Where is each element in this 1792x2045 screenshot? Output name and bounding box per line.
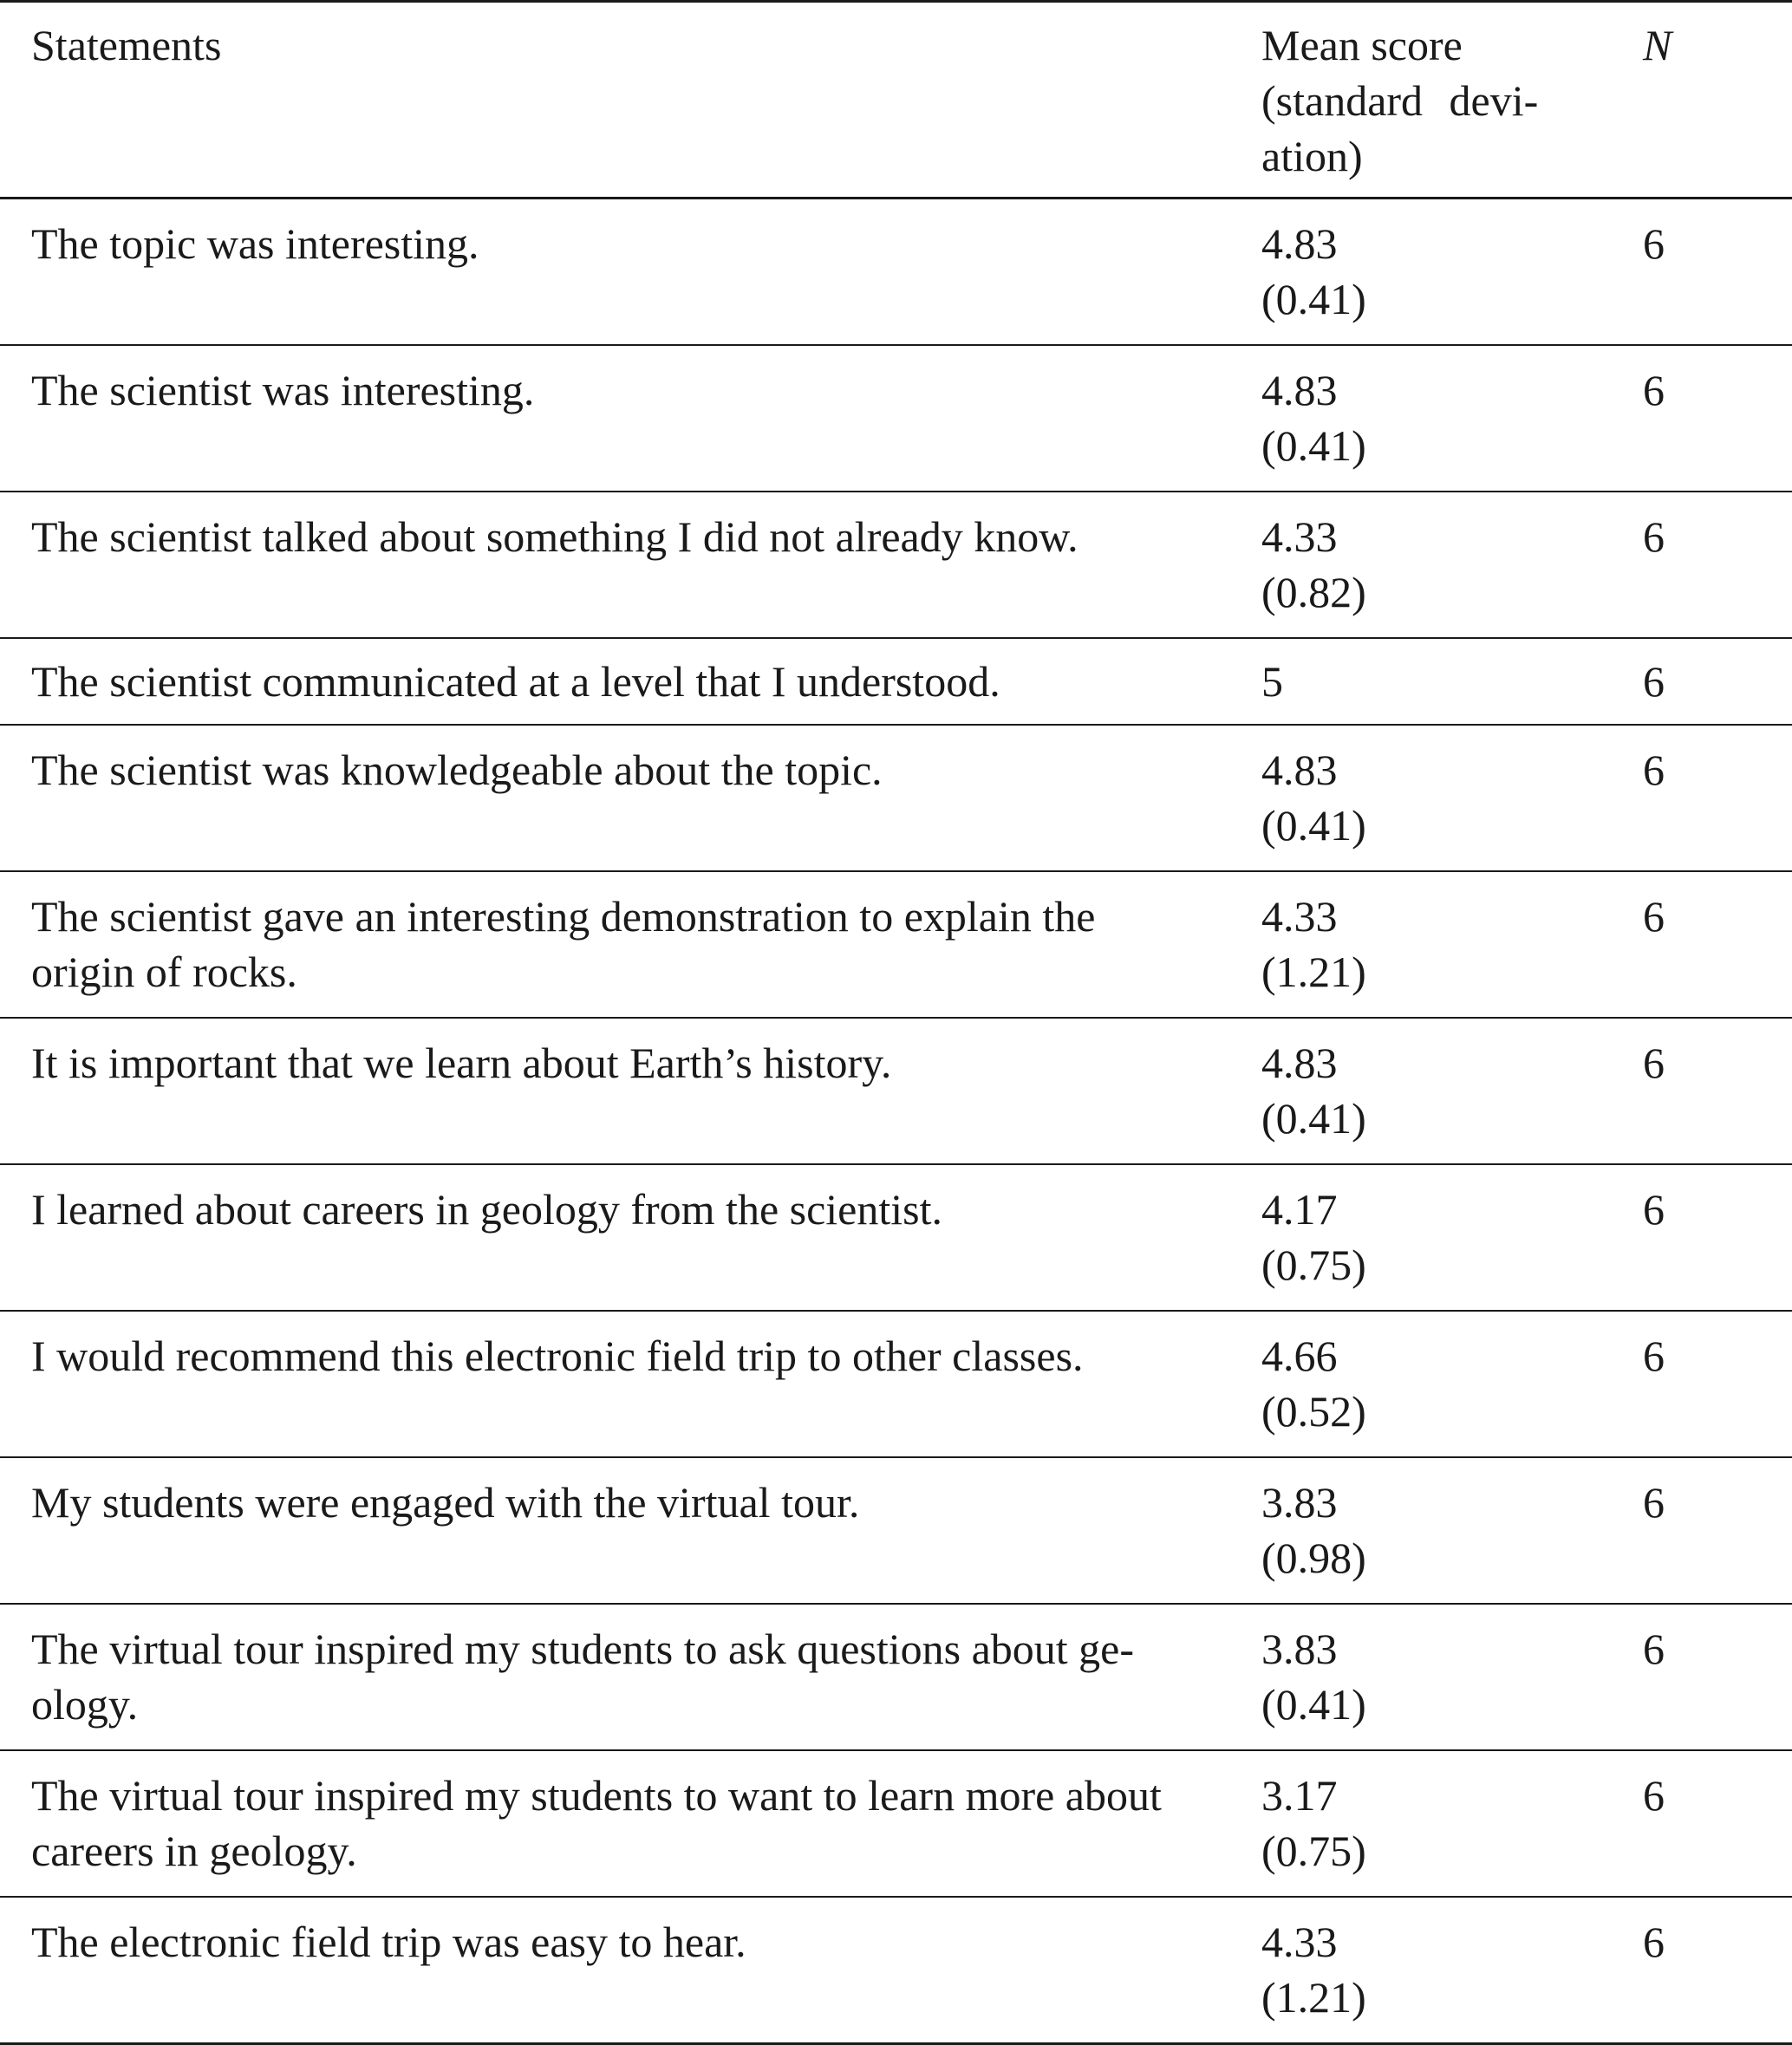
table-row	[0, 638, 1792, 725]
mean-value: 4.83	[1261, 1039, 1338, 1087]
table-row	[0, 1750, 1792, 1897]
mean-value: 4.83	[1261, 219, 1338, 268]
table-body	[0, 199, 1792, 2044]
n-cell: 6	[1643, 1039, 1665, 1087]
table-row	[0, 345, 1792, 492]
sd-value: (0.41)	[1261, 275, 1366, 323]
n-cell: 6	[1643, 366, 1665, 414]
mean-cell	[1236, 1457, 1606, 1604]
n-cell: 6	[1643, 1185, 1665, 1234]
sd-value: (0.75)	[1261, 1827, 1366, 1875]
table-row	[0, 1457, 1792, 1604]
mean-cell	[1236, 1164, 1606, 1311]
header-mean-line3: ation)	[1261, 132, 1363, 180]
sd-value: (0.41)	[1261, 1680, 1366, 1729]
mean-value: 3.83	[1261, 1478, 1338, 1527]
table-header	[0, 2, 1792, 199]
mean-value: 4.83	[1261, 366, 1338, 414]
table-row	[0, 871, 1792, 1018]
n-cell: 6	[1643, 892, 1665, 941]
header-n	[1606, 2, 1792, 199]
table-row	[0, 1604, 1792, 1750]
statement-cell: It is important that we learn about Earth’s history.	[31, 1039, 892, 1087]
mean-value: 4.17	[1261, 1185, 1338, 1234]
mean-value: 4.33	[1261, 1918, 1338, 1966]
mean-cell	[1236, 1604, 1606, 1750]
mean-cell	[1236, 638, 1606, 725]
sd-value: (0.52)	[1261, 1387, 1366, 1436]
mean-value: 4.66	[1261, 1332, 1338, 1380]
n-cell: 6	[1643, 657, 1665, 706]
statement-cell: The electronic field trip was easy to hear.	[31, 1918, 746, 1966]
header-statements	[0, 2, 1236, 199]
table-row	[0, 492, 1792, 638]
table-row	[0, 199, 1792, 346]
table-row	[0, 1018, 1792, 1164]
statement-cell: The scientist was knowledgeable about the topic.	[31, 746, 883, 794]
statement-cell: The virtual tour inspired my students to want to learn more about careers in geology.	[31, 1771, 1162, 1875]
n-cell: 6	[1643, 219, 1665, 268]
sd-value: (0.41)	[1261, 1094, 1366, 1143]
header-n-label: N	[1643, 21, 1672, 69]
statement-cell: I would recommend this electronic field trip to other classes.	[31, 1332, 1084, 1380]
table-row	[0, 1897, 1792, 2044]
table-row	[0, 725, 1792, 871]
header-mean-line1: Mean score	[1261, 21, 1463, 69]
statement-cell: My students were engaged with the virtual tour.	[31, 1478, 860, 1527]
header-mean-score	[1236, 2, 1606, 199]
mean-value: 4.83	[1261, 746, 1338, 794]
n-cell: 6	[1643, 1918, 1665, 1966]
n-cell: 6	[1643, 1771, 1665, 1820]
sd-value: (1.21)	[1261, 1973, 1366, 2022]
mean-cell	[1236, 1311, 1606, 1457]
sd-value: (1.21)	[1261, 948, 1366, 996]
statement-cell: The scientist gave an interesting demonstration to explain the origin of rocks.	[31, 892, 1096, 996]
statement-cell: The scientist communicated at a level that I understood.	[31, 657, 1000, 706]
sd-value: (0.98)	[1261, 1534, 1366, 1582]
header-mean-line2: (standard devi-	[1261, 76, 1539, 125]
mean-cell	[1236, 492, 1606, 638]
sd-value: (0.75)	[1261, 1241, 1366, 1289]
mean-value: 4.33	[1261, 892, 1338, 941]
mean-value: 5	[1261, 657, 1283, 706]
statement-cell: I learned about careers in geology from the scientist.	[31, 1185, 943, 1234]
header-row	[0, 2, 1792, 199]
mean-cell	[1236, 1018, 1606, 1164]
n-cell: 6	[1643, 746, 1665, 794]
mean-cell	[1236, 725, 1606, 871]
mean-value: 3.17	[1261, 1771, 1338, 1820]
n-cell: 6	[1643, 1332, 1665, 1380]
mean-cell	[1236, 871, 1606, 1018]
n-cell: 6	[1643, 1478, 1665, 1527]
header-statements-label: Statements	[31, 21, 222, 69]
sd-value: (0.41)	[1261, 801, 1366, 850]
mean-cell	[1236, 1897, 1606, 2044]
mean-cell	[1236, 345, 1606, 492]
table-row	[0, 1311, 1792, 1457]
mean-value: 3.83	[1261, 1625, 1338, 1673]
mean-cell	[1236, 1750, 1606, 1897]
mean-cell	[1236, 199, 1606, 346]
statement-cell: The scientist was interesting.	[31, 366, 535, 414]
table-row	[0, 1164, 1792, 1311]
sd-value: (0.41)	[1261, 421, 1366, 470]
mean-value: 4.33	[1261, 512, 1338, 561]
sd-value: (0.82)	[1261, 568, 1366, 616]
statement-cell: The scientist talked about something I did not already know.	[31, 512, 1078, 561]
n-cell: 6	[1643, 512, 1665, 561]
n-cell: 6	[1643, 1625, 1665, 1673]
statement-cell: The virtual tour inspired my students to ask questions about ge-ology.	[31, 1625, 1135, 1729]
statement-cell: The topic was interesting.	[31, 219, 479, 268]
